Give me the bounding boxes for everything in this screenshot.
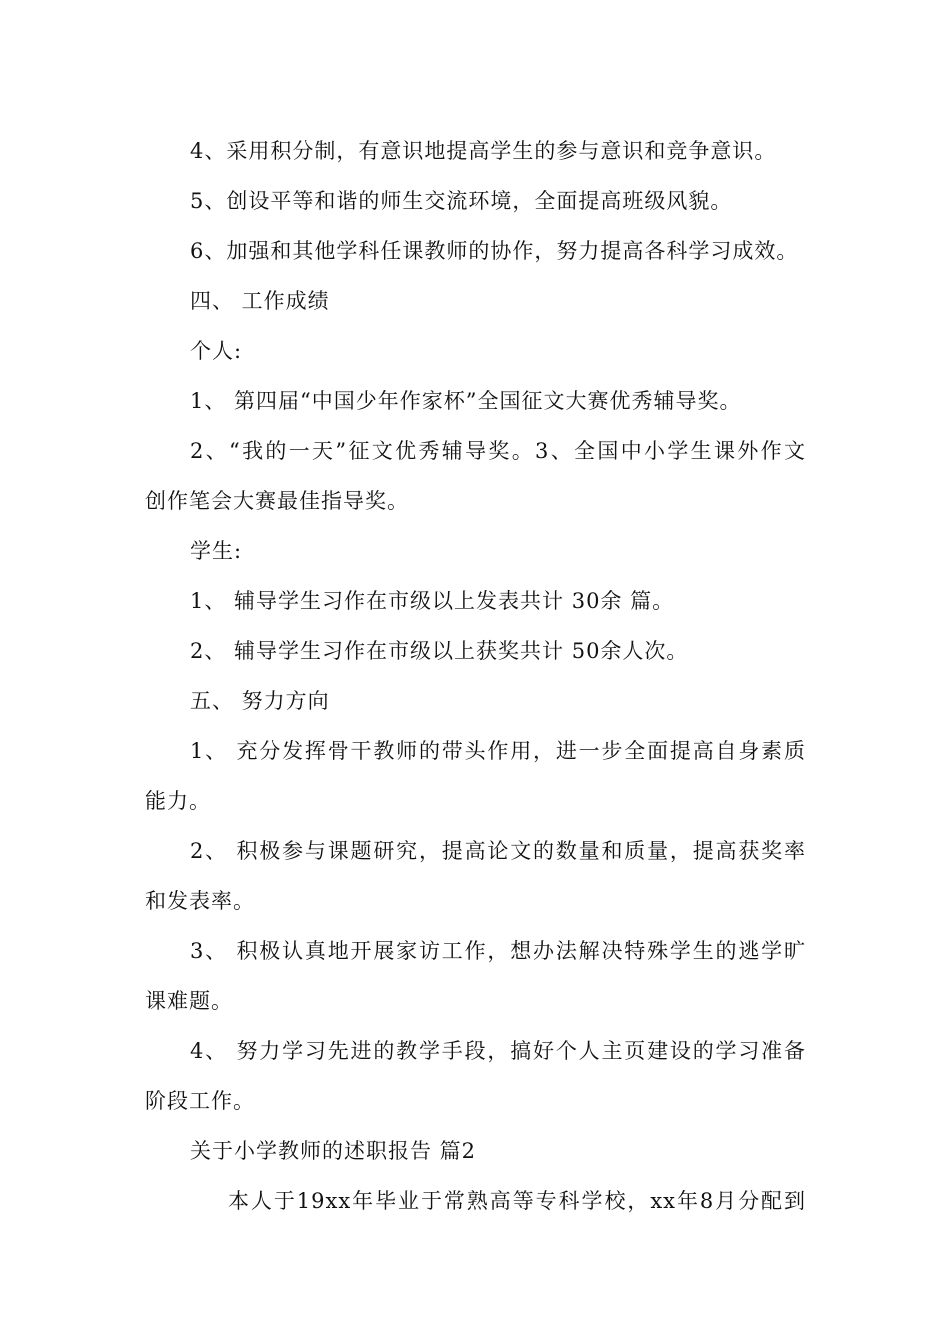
item-4-points-system: 4、采用积分制，有意识地提高学生的参与意识和竞争意识。 (190, 139, 777, 163)
personal-award-3-continued: 创作笔会大赛最佳指导奖。 (145, 489, 409, 513)
direction-item-1-continued: 能力。 (145, 789, 211, 813)
personal-award-2-3: 2、“我的一天”征文优秀辅导奖。3、全国中小学生课外作文 (190, 439, 806, 463)
personal-award-1: 1、 第四届“中国少年作家杯”全国征文大赛优秀辅导奖。 (190, 389, 742, 413)
student-achievement-1: 1、 辅导学生习作在市级以上发表共计 30余 篇。 (190, 589, 675, 613)
item-5-teacher-student-environment: 5、创设平等和谐的师生交流环境，全面提高班级风貌。 (190, 189, 733, 213)
section-heading-direction: 五、 努力方向 (190, 689, 330, 713)
section-heading-achievements: 四、 工作成绩 (190, 289, 330, 313)
direction-item-3: 3、 积极认真地开展家访工作，想办法解决特殊学生的逃学旷 (190, 939, 806, 963)
report-title-part-2: 关于小学教师的述职报告 篇2 (190, 1139, 477, 1163)
subheading-students: 学生: (190, 539, 243, 563)
direction-item-2: 2、 积极参与课题研究，提高论文的数量和质量，提高获奖率 (190, 839, 806, 863)
report-part-2-opening: 本人于19xx年毕业于常熟高等专科学校，xx年8月分配到 (228, 1189, 806, 1213)
direction-item-3-continued: 课难题。 (145, 989, 233, 1013)
student-achievement-2: 2、 辅导学生习作在市级以上获奖共计 50余人次。 (190, 639, 689, 663)
direction-item-4: 4、 努力学习先进的教学手段，搞好个人主页建设的学习准备 (190, 1039, 806, 1063)
subheading-personal: 个人: (190, 339, 243, 363)
item-6-cooperation: 6、加强和其他学科任课教师的协作，努力提高各科学习成效。 (190, 239, 799, 263)
direction-item-2-continued: 和发表率。 (145, 889, 255, 913)
direction-item-1: 1、 充分发挥骨干教师的带头作用，进一步全面提高自身素质 (190, 739, 806, 763)
direction-item-4-continued: 阶段工作。 (145, 1089, 255, 1113)
